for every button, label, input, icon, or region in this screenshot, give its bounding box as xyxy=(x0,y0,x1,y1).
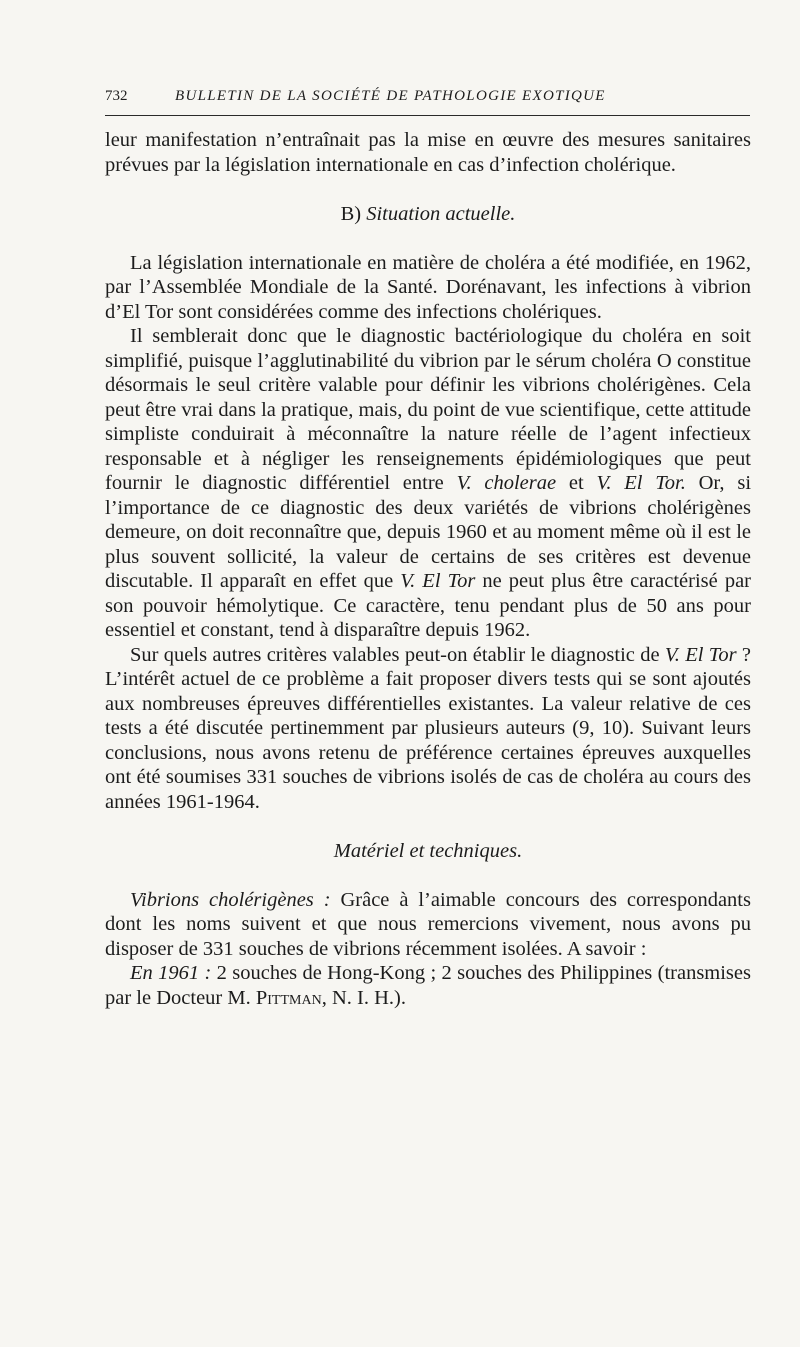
article-body xyxy=(105,128,751,1010)
paragraph-diagnostic: Il semblerait donc que le diagnostic bactériologique du choléra en soit simplifié, puisque l’agglutinabilité du vibrion par le sérum choléra O constitue désormais le seul critère valable pour définir les vibrions cholérigènes. Cela peut être vrai dans la pratique, mais, du point de vue scientifique, cette attitude simpliste conduirait à méconnaître la nature réelle de l’agent infectieux responsable et à négliger les renseignements épidémiologiques que peut fournir le diagnostic différentiel entre V. cholerae et V. El Tor. Or, si l’importance de ce diagnostic des deux variétés de vibrions cholérigènes demeure, on doit reconnaître que, depuis 1960 et au moment même où il est le plus souvent sollicité, la valeur de certains de ses critères est devenue discutable. Il apparaît en effet que V. El Tor ne peut plus être caractérisé par son pouvoir hémolytique. Ce caractère, tenu pendant plus de 50 ans pour essentiel et constant, tend à disparaître depuis 1962. xyxy=(105,325,752,641)
section-heading-materiel: Matériel et techniques. xyxy=(333,839,523,862)
paragraph-vibrions: Vibrions cholérigènes : Grâce à l’aimable concours des correspondants dont les noms suivent et que nous remercions vivement, nous avons pu disposer de 331 souches de vibrions récemment isolées. A savoir : xyxy=(105,888,751,960)
journal-title: BULLETIN DE LA SOCIÉTÉ DE PATHOLOGIE EXOTIQUE xyxy=(175,88,606,104)
paragraph-continuation: leur manifestation n’entraînait pas la mise en œuvre des mesures sanitaires prévues par la législation internationale en cas d’infection cholérique. xyxy=(105,129,751,176)
paragraph-criteria: Sur quels autres critères valables peut-on établir le diagnostic de V. El Tor ? L’intérêt actuel de ce problème a fait proposer divers tests qui se sont ajoutés aux nombreuses épreuves différentielles existantes. La valeur relative de ces tests a été discutée pertinemment par plusieurs auteurs (9, 10). Suivant leurs conclusions, nous avons retenu de préférence certaines épreuves auxquelles ont été soumises 331 souches de vibrions isolés de cas de choléra au cours des années 1961-1964. xyxy=(105,643,751,813)
page-number: 732 xyxy=(105,88,128,104)
paragraph-legislation: La législation internationale en matière de choléra a été modifiée, en 1962, par l’Assemblée Mondiale de la Santé. Dorénavant, les infections à vibrion d’El Tor sont considérées comme des infections cholériques. xyxy=(105,251,751,323)
section-heading-situation: B) Situation actuelle. xyxy=(340,202,516,225)
paragraph-1961: En 1961 : 2 souches de Hong-Kong ; 2 souches des Philippines (transmises par le Docteur M. Pittman, N. I. H.). xyxy=(105,962,751,1009)
running-header xyxy=(105,88,695,110)
header-rule xyxy=(105,115,750,116)
